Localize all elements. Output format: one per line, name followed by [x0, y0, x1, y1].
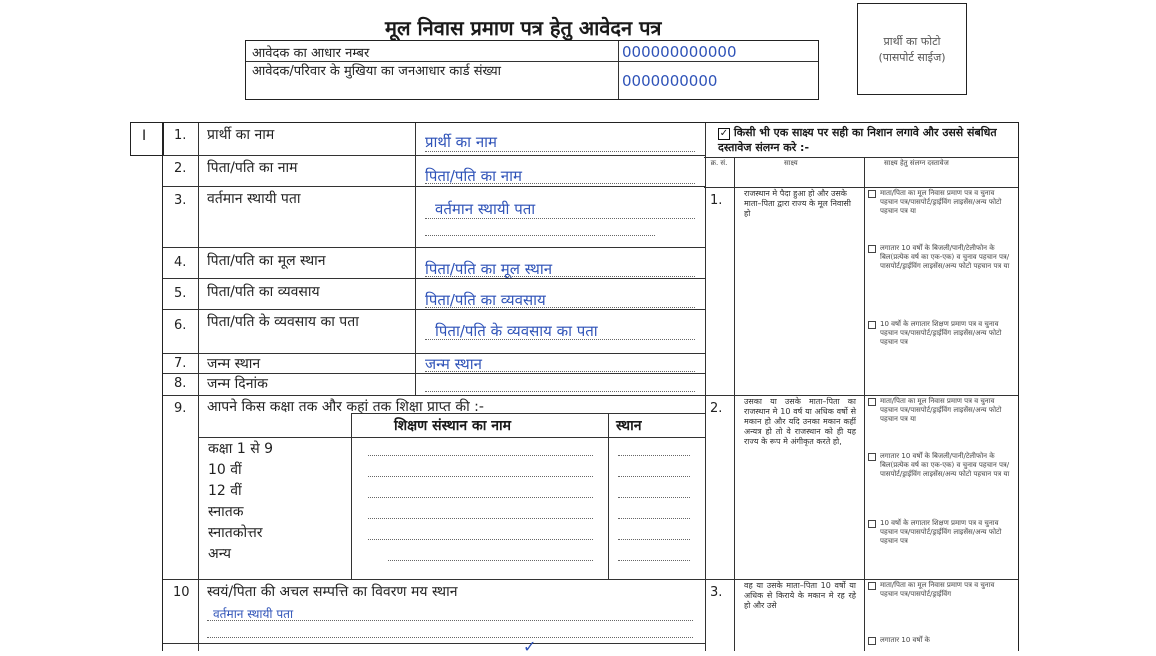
father-origin-label: पिता/पति का मूल स्थान: [207, 253, 326, 269]
doc-checkbox[interactable]: [868, 637, 876, 645]
row-number: 8.: [174, 376, 187, 391]
edu-level: 12 वीं: [208, 483, 242, 499]
edu-level: 10 वीं: [208, 462, 242, 478]
doc-text: माता/पिता का मूल निवास प्रमाण पत्र व चुनाव पहचान पत्र/पासपोर्ट/ड्राईविंग लाइसेंस/अन्य फोटो पहचान पत्र या: [880, 397, 1002, 423]
edu-level: स्नातकोत्तर: [208, 525, 263, 541]
edu-level: अन्य: [208, 546, 231, 562]
row-number: 10: [173, 585, 190, 600]
col-docs: साक्ष्य हेतु संलग्न दस्तावेज: [884, 159, 949, 167]
aadhaar-value[interactable]: 000000000000: [622, 43, 737, 61]
occupation-address-field[interactable]: पिता/पति के व्यवसाय का पता: [435, 322, 598, 340]
doc-checkbox[interactable]: [868, 582, 876, 590]
row-number: 1.: [174, 128, 187, 143]
row-number: 2.: [174, 161, 187, 176]
section-marker: I: [142, 128, 147, 144]
doc-text: 10 वर्षो के लगातार शिक्षण प्रमाण पत्र व चुनाव पहचान पत्र/पासपोर्ट/ड्राईविंग लाइसेंस/अन्य फोटो पहचान पत्र: [880, 320, 1002, 346]
doc-text: लगातार 10 वर्षों के बिजली/पानी/टेलीफोन के बिल(प्रत्येक वर्ष का एक-एक) व चुनाव पहचान पत्र/पासपोर्ट/ड्राईविंग लाइसेंस/अन्य फोटो पहचान पत्र या: [880, 244, 1010, 270]
evidence-text: राजस्थान मे पैदा हुआ हो और उसके माता–पिता द्वारा राज्य के मूल निवासी हो: [744, 189, 851, 218]
father-occupation-label: पिता/पति का व्यवसाय: [207, 284, 320, 300]
evidence-num: 2.: [710, 401, 723, 416]
occupation-address-label: पिता/पति के व्यवसाय का पता: [207, 314, 359, 330]
col-place: स्थान: [616, 418, 642, 434]
current-address-label: वर्तमान स्थायी पता: [207, 191, 301, 207]
doc-text: लगातार 10 वर्षों के बिजली/पानी/टेलीफोन के बिल(प्रत्येक वर्ष का एक-एक) व चुनाव पहचान पत्र/पासपोर्ट/ड्राईविंग लाइसेंस/अन्य फोटो पहचान पत्र या: [880, 452, 1010, 478]
applicant-name-field[interactable]: प्रार्थी का नाम: [425, 133, 498, 151]
doc-checkbox[interactable]: [868, 453, 876, 461]
col-sn: क्र. सं.: [710, 159, 728, 167]
birth-place-field[interactable]: जन्म स्थान: [425, 355, 482, 373]
edu-level: कक्षा 1 से 9: [208, 441, 274, 457]
row-number: 3.: [174, 193, 187, 208]
col-evidence: साक्ष्य: [784, 159, 798, 167]
section-marker-box: [130, 122, 164, 156]
row-number: 5.: [174, 286, 187, 301]
birth-date-label: जन्म दिनांक: [207, 376, 268, 392]
birth-place-label: जन्म स्थान: [207, 356, 261, 372]
photo-box-text: प्रार्थी का फोटो (पासपोर्ट साईज): [878, 35, 946, 64]
evidence-table: [704, 122, 1019, 651]
photo-box: [857, 3, 967, 95]
row-number: 7.: [174, 356, 187, 371]
father-occupation-field[interactable]: पिता/पति का व्यवसाय: [425, 291, 546, 309]
education-table: [198, 413, 705, 579]
janaadhaar-label: आवेदक/परिवार के मुखिया का जनआधार कार्ड संख्या: [252, 64, 502, 79]
doc-text: माता/पिता का मूल निवास प्रमाण पत्र व चुनाव पहचान पत्र/पासपोर्ट/ड्राईविंग: [880, 581, 995, 598]
doc-checkbox[interactable]: [868, 398, 876, 406]
doc-checkbox[interactable]: [868, 245, 876, 253]
checkmark-icon: ✓: [523, 637, 537, 656]
doc-text: लगातार 10 वर्षों के: [880, 636, 930, 644]
aadhaar-table: [245, 40, 819, 100]
edu-level: स्नातक: [208, 504, 244, 520]
aadhaar-label: आवेदक का आधार नम्बर: [252, 46, 370, 61]
doc-text: माता/पिता का मूल निवास प्रमाण पत्र व चुनाव पहचान पत्र/पासपोर्ट/ड्राईविंग लाइसेंस/अन्य फोटो पहचान पत्र या: [880, 189, 1002, 215]
row-number: 9.: [174, 401, 187, 416]
janaadhaar-value[interactable]: 0000000000: [622, 72, 718, 90]
row-number: 4.: [174, 255, 187, 270]
col-institution: शिक्षण संस्थान का नाम: [394, 418, 512, 434]
property-label: स्वयं/पिता की अचल सम्पत्ति का विवरण मय स्थान: [207, 584, 458, 600]
evidence-heading-text: किसी भी एक साक्ष्य पर सही का निशान लगावे और उससे संबधित दस्तावेज संलग्न करे :-: [718, 126, 997, 154]
father-name-label: पिता/पति का नाम: [207, 160, 298, 176]
education-question: आपने किस कक्षा तक और कहां तक शिक्षा प्राप्त की :-: [207, 399, 484, 415]
father-name-field[interactable]: पिता/पति का नाम: [425, 167, 522, 185]
evidence-num: 3.: [710, 585, 723, 600]
evidence-text: वह या उसके माता–पिता 10 वर्षो या अधिक से किराये के मकान मे रह रहे हो और उसे: [744, 581, 856, 610]
checkbox-icon[interactable]: ✓: [719, 128, 729, 139]
doc-checkbox[interactable]: [868, 190, 876, 198]
current-address-field[interactable]: वर्तमान स्थायी पता: [435, 200, 536, 218]
property-field[interactable]: वर्तमान स्थायी पता: [213, 607, 294, 621]
doc-checkbox[interactable]: [868, 520, 876, 528]
applicant-name-label: प्रार्थी का नाम: [207, 127, 275, 143]
row-number: 6.: [174, 318, 187, 333]
father-origin-field[interactable]: पिता/पति का मूल स्थान: [425, 260, 553, 278]
form-title: मूल निवास प्रमाण पत्र हेतु आवेदन पत्र: [385, 16, 662, 40]
doc-text: 10 वर्षो के लगातार शिक्षण प्रमाण पत्र व चुनाव पहचान पत्र/पासपोर्ट/ड्राईविंग लाइसेंस/अन्य फोटो पहचान पत्र: [880, 519, 1002, 545]
evidence-num: 1.: [710, 193, 723, 208]
evidence-heading: [718, 125, 1014, 155]
doc-checkbox[interactable]: [868, 321, 876, 329]
applicant-form-table: [162, 122, 706, 656]
evidence-text: उसका या उसके माता–पिता का राजस्थान मे 10 वर्ष या अधिक वर्षो से मकान हो और यदि उनका मकान कहीं अन्यत्र हो तो वे राजस्थान को ही यह राज्य के रूप मे अंगीकृत करते हो,: [744, 397, 856, 446]
